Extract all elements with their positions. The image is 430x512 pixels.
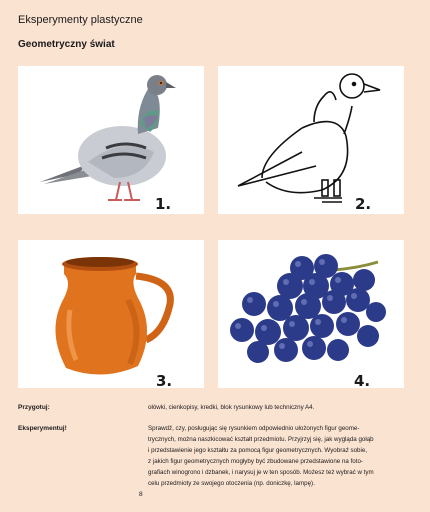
pigeon-drawing-tile [218, 66, 404, 214]
experiment-line: z jakich figur geometrycznych mogłyby być zbudowane przedstawione na foto- [148, 458, 363, 465]
pigeon-illustration [18, 66, 204, 214]
image-number-4: 4. [354, 372, 371, 390]
experiment-label: Eksperymentuj! [18, 425, 67, 432]
pigeon-photo-tile [18, 66, 204, 214]
experiment-line: trycznych, można naszkicować kształt przedmiotu. Przyjrzyj się, jak wygląda gołąb [148, 436, 374, 443]
experiment-text [148, 423, 410, 489]
lesson-title: Geometryczny świat [18, 39, 115, 50]
experiment-line: Sprawdź, czy, posługując się rysunkiem odpowiednio ułożonych figur geome- [148, 425, 360, 432]
experiment-line: grafiach winogrono i dzbanek, i narysuj je w ten sposób. Możesz też wybrać w tym [148, 469, 374, 476]
image-number-2: 2. [355, 195, 372, 213]
experiment-line: i przedstawienie jego kształtu za pomocą figur geometrycznych. Wyobraź sobie, [148, 447, 368, 454]
experiment-line: celu przedmioty ze swojego otoczenia (np. doniczkę, lampę). [148, 480, 315, 487]
clay-jug-illustration [18, 240, 204, 388]
grapes-illustration [218, 240, 404, 388]
image-number-3: 3. [156, 372, 173, 390]
grapes-photo-tile [218, 240, 404, 388]
image-number-1: 1. [155, 195, 172, 213]
prepare-label: Przygotuj: [18, 404, 50, 411]
jug-photo-tile [18, 240, 204, 388]
prepare-text: ołówki, cienkopisy, kredki, blok rysunkowy lub techniczny A4. [148, 404, 315, 411]
page-number: 8 [139, 491, 143, 498]
geometric-pigeon-drawing [218, 66, 404, 214]
section-title: Eksperymenty plastyczne [18, 14, 143, 26]
